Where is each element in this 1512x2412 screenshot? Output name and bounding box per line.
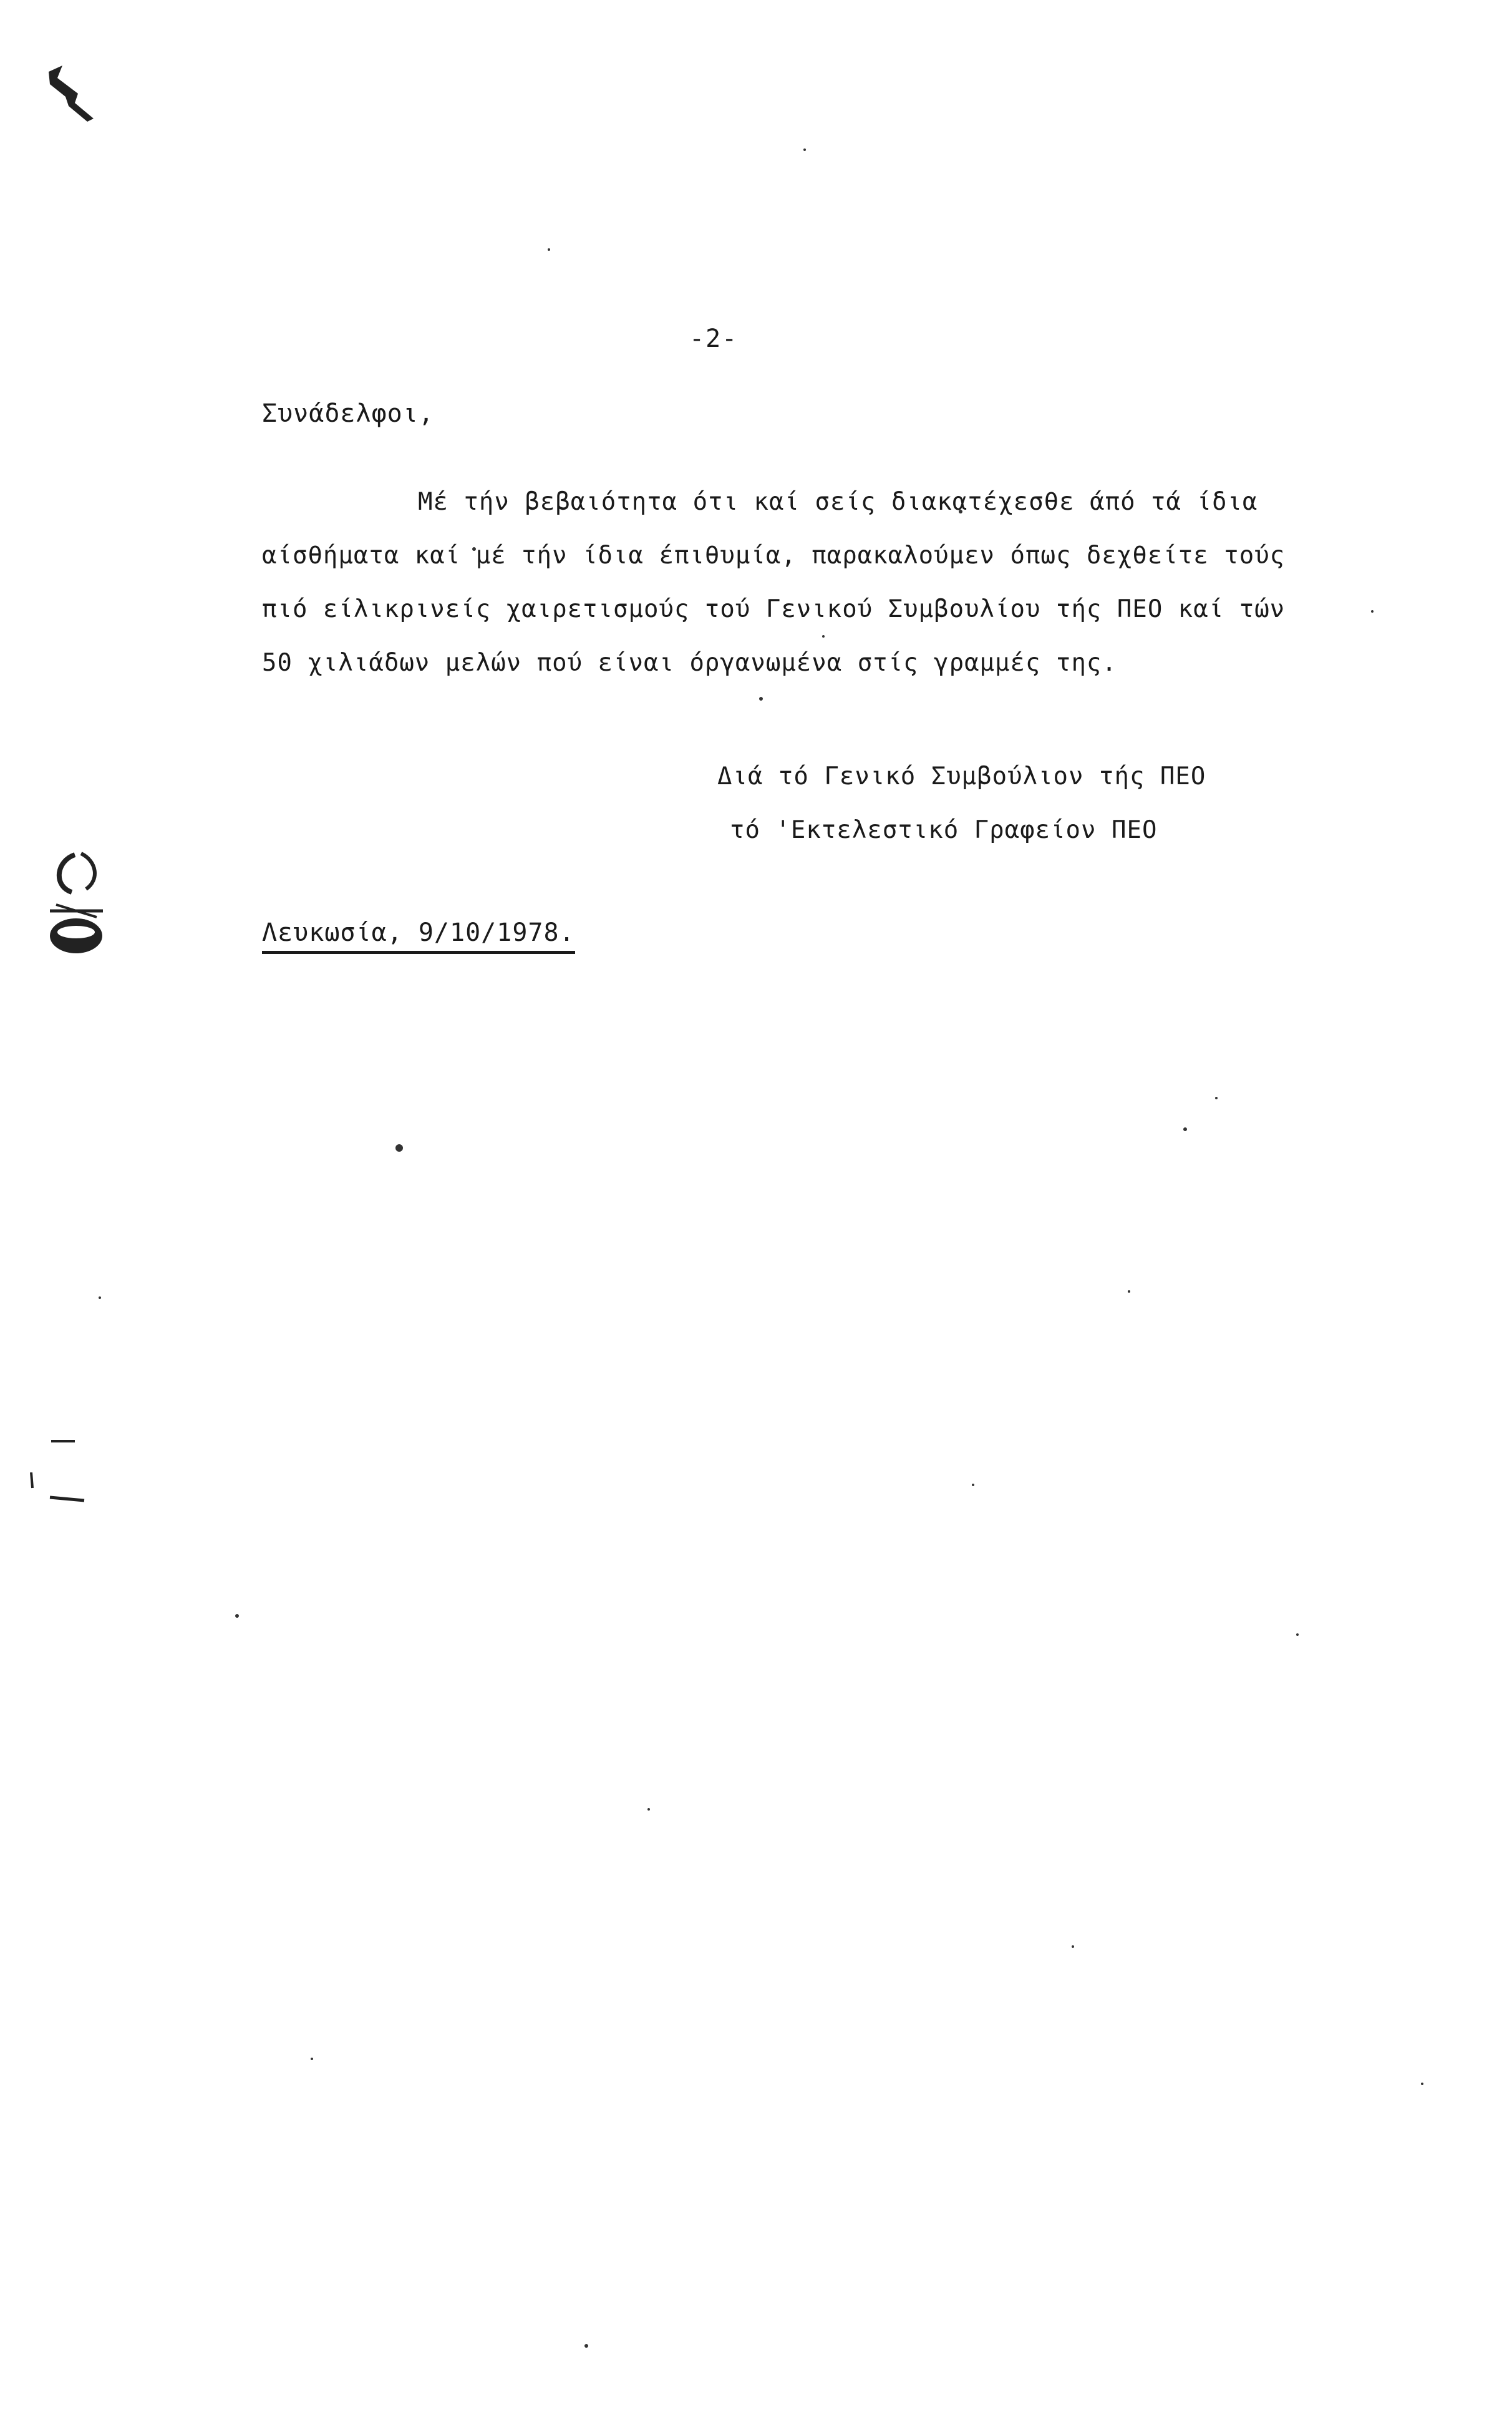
page-number: -2- bbox=[689, 324, 739, 353]
place-and-date: Λευκωσία, 9/10/1978. bbox=[262, 918, 575, 954]
salutation: Συνάδελφοι, bbox=[262, 399, 434, 428]
letter-body bbox=[262, 475, 1310, 690]
signature-line-council: Διά τό Γενικό Συμβούλιον τής ΠΕΟ bbox=[717, 762, 1206, 790]
body-line: πιό είλικρινείς χαιρετισμούς τού Γενικού Συμβουλίου τής ΠΕΟ καί τών bbox=[262, 595, 1286, 623]
body-line: 50 χιλιάδων μελών πού είναι όργανωμένα στίς γραμμές της. bbox=[262, 649, 1117, 677]
signature-block bbox=[717, 750, 1206, 857]
body-line: Μέ τήν βεβαιότητα ότι καί σείς διακατέχεσθε άπό τά ίδια bbox=[418, 488, 1258, 516]
signature-line-office: τό 'Εκτελεστικό Γραφείον ΠΕΟ bbox=[730, 816, 1158, 844]
body-line: αίσθήματα καί μέ τήν ίδια έπιθυμία, παρακαλούμεν όπως δεχθείτε τούς bbox=[262, 542, 1286, 570]
